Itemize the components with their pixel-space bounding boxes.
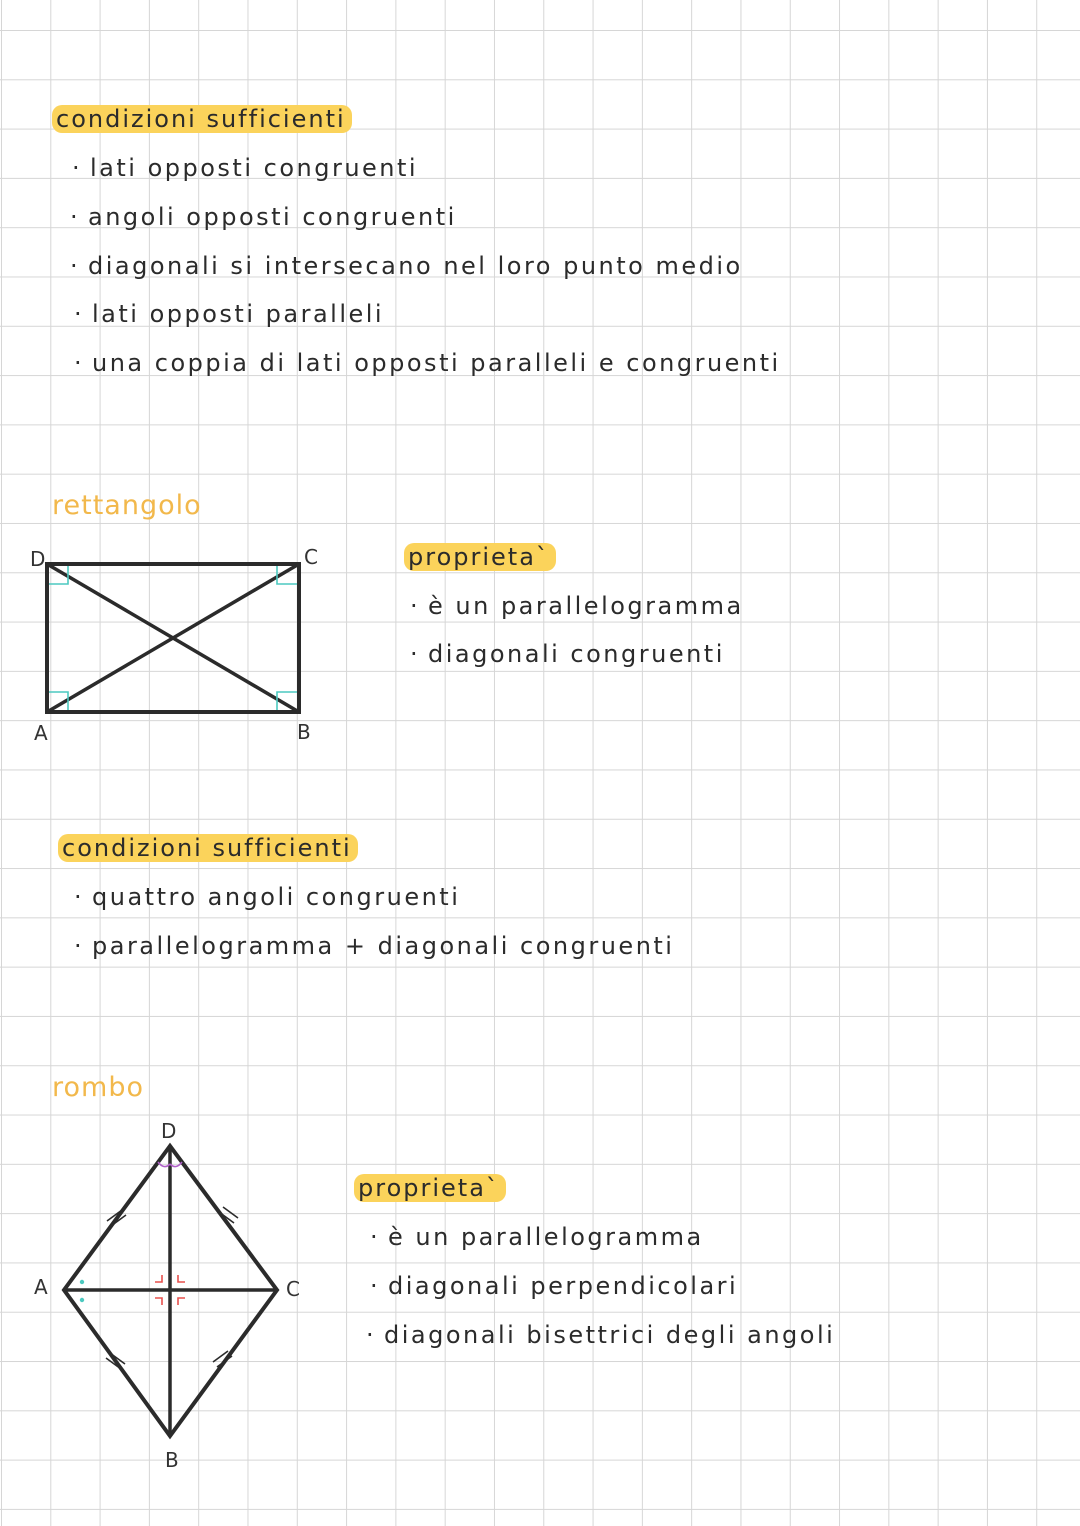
vertex-label-c: C — [304, 545, 318, 569]
conditions-heading-2 — [58, 835, 358, 861]
condition-item-4: · lati opposti paralleli — [74, 300, 385, 328]
rhombus-property-1: · è un parallelogramma — [370, 1223, 704, 1251]
condition-item-1: · lati opposti congruenti — [72, 154, 419, 182]
rectangle-properties-heading — [404, 544, 556, 570]
vertex-label-a: A — [34, 1275, 48, 1299]
vertex-label-d: D — [161, 1119, 177, 1143]
highlight-label: proprieta` — [404, 543, 556, 571]
vertex-label-a: A — [34, 721, 48, 745]
rectangle-condition-1: · quattro angoli congruenti — [74, 883, 461, 911]
conditions-heading-1 — [52, 106, 352, 132]
vertex-label-d: D — [30, 547, 46, 571]
angle-dot-a-top — [80, 1280, 84, 1284]
rhombus-property-2: · diagonali perpendicolari — [370, 1272, 739, 1300]
rectangle-title: rettangolo — [52, 490, 202, 521]
condition-item-5: · una coppia di lati opposti paralleli e congruenti — [74, 349, 781, 377]
vertex-label-b: B — [297, 720, 311, 744]
vertex-label-c: C — [286, 1277, 300, 1301]
vertex-label-b: B — [165, 1448, 179, 1472]
rectangle-diagram — [0, 540, 340, 755]
rhombus-diagram — [0, 1110, 320, 1480]
highlight-label: proprieta` — [354, 1174, 506, 1202]
highlight-label: condizioni sufficienti — [52, 105, 352, 133]
condition-item-2: · angoli opposti congruenti — [70, 203, 457, 231]
side-tick-marks — [106, 1207, 238, 1369]
rhombus-property-3: · diagonali bisettrici degli angoli — [366, 1321, 836, 1349]
rectangle-condition-2: · parallelogramma + diagonali congruenti — [74, 932, 675, 960]
rhombus-title: rombo — [52, 1072, 144, 1103]
rectangle-property-2: · diagonali congruenti — [410, 640, 725, 668]
highlight-label: condizioni sufficienti — [58, 834, 358, 862]
rectangle-property-1: · è un parallelogramma — [410, 592, 744, 620]
rhombus-properties-heading — [354, 1175, 506, 1201]
angle-dot-a-bottom — [80, 1298, 84, 1302]
condition-item-3: · diagonali si intersecano nel loro punto medio — [70, 252, 743, 280]
